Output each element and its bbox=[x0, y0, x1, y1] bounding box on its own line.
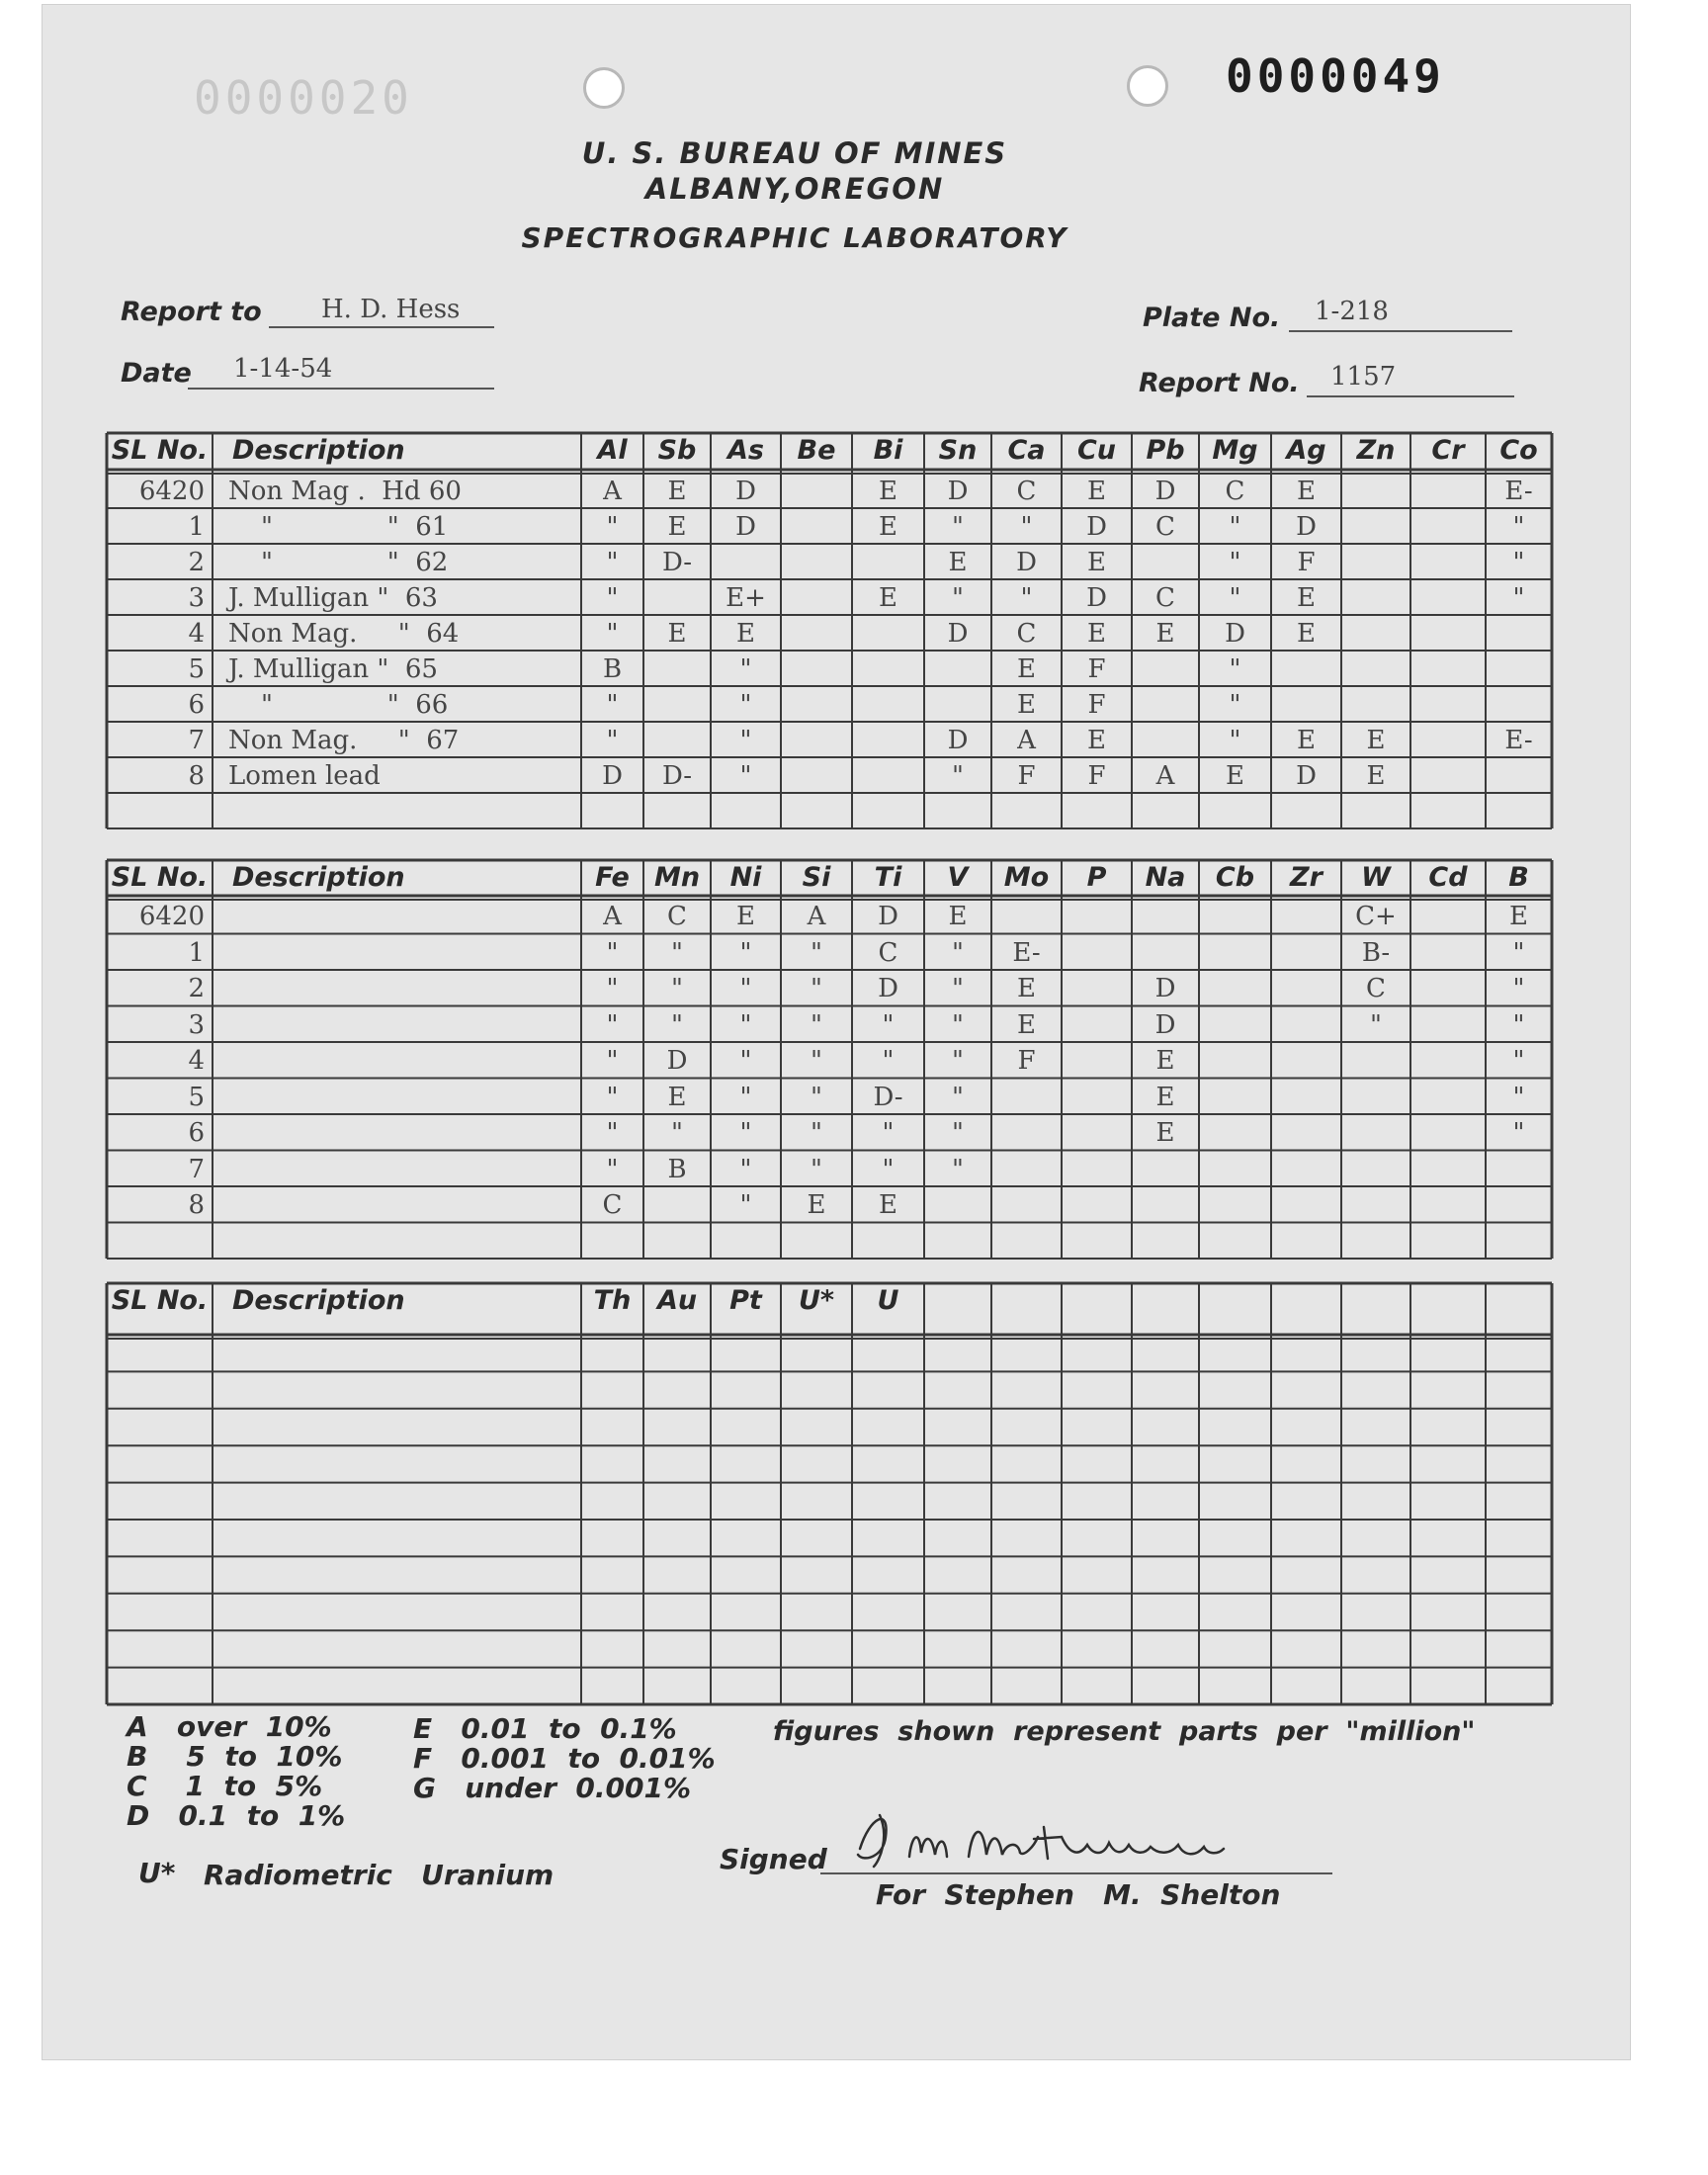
t1-row-8-cu: F bbox=[1087, 761, 1106, 791]
t1-row-5-mg: " bbox=[1229, 654, 1241, 684]
t1-row-2-sb: D- bbox=[661, 548, 693, 577]
t1-row-6-description: " " 66 bbox=[228, 690, 449, 720]
t1-row-8-mg: E bbox=[1226, 761, 1244, 791]
t1-row-3-cu: D bbox=[1086, 583, 1107, 613]
description-header: Description bbox=[232, 1285, 405, 1316]
t2-row-3-si: " bbox=[811, 1009, 822, 1040]
t1-col-co: Co bbox=[1499, 435, 1538, 466]
t2-col-fe: Fe bbox=[595, 862, 630, 893]
t1-row-0-cu: E bbox=[1087, 477, 1106, 506]
t1-col-al: Al bbox=[597, 435, 628, 466]
t1-row-5-ca: E bbox=[1017, 654, 1036, 684]
t2-row-3-na: D bbox=[1154, 1009, 1176, 1040]
t2-row-2-na: D bbox=[1154, 974, 1176, 1003]
t2-row-1-ti: C bbox=[878, 937, 898, 968]
t1-row-3-ag: E bbox=[1297, 583, 1316, 613]
t1-row-7-co: E- bbox=[1504, 726, 1533, 755]
t2-row-0-mn: C bbox=[667, 902, 687, 931]
t1-row-0-mg: C bbox=[1225, 477, 1245, 506]
t2-row-7-v: " bbox=[952, 1154, 964, 1184]
u-note-text: Radiometric Uranium bbox=[204, 1859, 555, 1891]
t2-row-1-ni: " bbox=[739, 937, 752, 968]
t1-col-as: As bbox=[727, 435, 764, 466]
header-agency: U. S. BUREAU OF MINES bbox=[581, 136, 1008, 170]
t2-row-0-ti: D bbox=[878, 902, 898, 931]
t1-row-4-sb: E bbox=[667, 619, 687, 649]
t2-row-5-b: " bbox=[1512, 1082, 1525, 1112]
t2-row-4-mn: D bbox=[666, 1046, 688, 1076]
t2-row-1-si: " bbox=[811, 937, 822, 968]
t2-row-2-w: C bbox=[1366, 974, 1386, 1003]
t2-row-6-ni: " bbox=[739, 1118, 752, 1148]
t1-row-2-co: " bbox=[1512, 548, 1525, 577]
header-location: ALBANY,OREGON bbox=[644, 172, 945, 206]
t2-row-5-na: E bbox=[1155, 1082, 1175, 1112]
t1-row-4-pb: E bbox=[1155, 619, 1175, 649]
t1-row-7-ag: E bbox=[1297, 726, 1316, 755]
t2-row-7-ni: " bbox=[739, 1154, 752, 1184]
t2-row-4-mo: F bbox=[1017, 1046, 1036, 1076]
t1-row-3-al: " bbox=[606, 583, 619, 613]
t1-row-0-al: A bbox=[603, 477, 622, 506]
plate-no-label: Plate No. bbox=[1143, 303, 1281, 333]
t1-row-3-bi: E bbox=[879, 583, 897, 613]
t1-row-4-ag: E bbox=[1297, 619, 1316, 649]
t1-col-sb: Sb bbox=[657, 435, 697, 466]
t1-row-8-sl: 8 bbox=[188, 761, 205, 791]
t2-col-b: B bbox=[1508, 862, 1529, 893]
t1-row-0-sn: D bbox=[947, 477, 969, 506]
t2-row-3-mo: E bbox=[1017, 1009, 1036, 1040]
u-note-symbol: U* bbox=[138, 1857, 176, 1889]
t1-col-mg: Mg bbox=[1212, 435, 1258, 466]
t1-row-1-sn: " bbox=[952, 512, 964, 542]
t2-row-4-fe: " bbox=[606, 1046, 619, 1076]
t2-col-p: P bbox=[1086, 862, 1107, 893]
legend-c: C 1 to 5% bbox=[127, 1770, 323, 1802]
t1-row-7-as: " bbox=[739, 726, 752, 755]
t1-row-8-as: " bbox=[739, 761, 752, 791]
t3-col-th: Th bbox=[593, 1285, 632, 1316]
t1-row-4-mg: D bbox=[1225, 619, 1245, 649]
legend-f: F 0.001 to 0.01% bbox=[413, 1742, 716, 1775]
t2-row-0-fe: A bbox=[603, 902, 622, 931]
legend-b: B 5 to 10% bbox=[127, 1740, 343, 1773]
t1-col-ca: Ca bbox=[1007, 435, 1046, 466]
t1-row-3-as: E+ bbox=[726, 583, 766, 613]
t2-row-6-v: " bbox=[952, 1118, 964, 1148]
t1-row-7-ca: A bbox=[1017, 726, 1036, 755]
t1-row-6-al: " bbox=[606, 690, 619, 720]
t1-col-sn: Sn bbox=[938, 435, 978, 466]
t2-row-4-sl: 4 bbox=[188, 1046, 205, 1076]
t2-row-3-v: " bbox=[952, 1009, 964, 1040]
t1-row-4-as: E bbox=[736, 619, 755, 649]
t1-row-3-pb: C bbox=[1155, 583, 1175, 613]
t1-row-2-al: " bbox=[606, 548, 619, 577]
t2-row-5-mn: E bbox=[667, 1082, 687, 1112]
t1-col-cu: Cu bbox=[1076, 435, 1117, 466]
document-number: 0000049 bbox=[1226, 49, 1445, 103]
report-no-label: Report No. bbox=[1139, 368, 1300, 398]
t2-col-ni: Ni bbox=[729, 862, 762, 893]
t1-row-1-sb: E bbox=[667, 512, 687, 542]
t1-row-3-mg: " bbox=[1229, 583, 1241, 613]
t1-row-7-mg: " bbox=[1229, 726, 1241, 755]
t1-row-8-ca: F bbox=[1017, 761, 1036, 791]
t1-row-7-sl: 7 bbox=[188, 726, 205, 755]
t1-row-1-co: " bbox=[1512, 512, 1525, 542]
handwritten-signature bbox=[850, 1797, 1305, 1886]
t2-row-6-si: " bbox=[811, 1118, 822, 1148]
t2-row-4-b: " bbox=[1512, 1046, 1525, 1076]
t1-row-1-bi: E bbox=[879, 512, 897, 542]
t1-row-0-pb: D bbox=[1154, 477, 1176, 506]
t1-row-1-mg: " bbox=[1229, 512, 1241, 542]
t1-row-2-sl: 2 bbox=[188, 548, 205, 577]
t1-row-1-as: D bbox=[735, 512, 756, 542]
t2-col-v: V bbox=[947, 862, 969, 893]
t2-col-cd: Cd bbox=[1428, 862, 1468, 893]
t2-row-1-sl: 1 bbox=[188, 937, 205, 968]
plate-no-value: 1-218 bbox=[1315, 297, 1389, 326]
t1-row-1-sl: 1 bbox=[188, 512, 205, 542]
t1-row-0-ag: E bbox=[1297, 477, 1316, 506]
t1-row-0-co: E- bbox=[1504, 477, 1533, 506]
t2-row-4-ti: " bbox=[882, 1046, 895, 1076]
t2-row-5-ti: D- bbox=[873, 1082, 903, 1112]
t2-row-4-na: E bbox=[1155, 1046, 1175, 1076]
t2-row-1-v: " bbox=[952, 937, 964, 968]
t1-row-6-mg: " bbox=[1229, 690, 1241, 720]
t2-row-7-mn: B bbox=[667, 1154, 687, 1184]
t2-row-8-ti: E bbox=[879, 1190, 897, 1220]
t1-row-2-description: " " 62 bbox=[228, 548, 449, 577]
t2-row-2-si: " bbox=[811, 974, 822, 1003]
report-to-label: Report to bbox=[121, 297, 262, 327]
t2-row-3-ni: " bbox=[739, 1009, 752, 1040]
t2-row-5-si: " bbox=[811, 1082, 822, 1112]
t1-row-5-al: B bbox=[602, 654, 623, 684]
t1-col-be: Be bbox=[797, 435, 836, 466]
date-value: 1-14-54 bbox=[233, 354, 333, 384]
t2-row-4-si: " bbox=[811, 1046, 822, 1076]
t1-row-0-description: Non Mag . Hd 60 bbox=[228, 477, 462, 506]
t1-row-4-cu: E bbox=[1087, 619, 1106, 649]
t1-row-7-al: " bbox=[606, 726, 619, 755]
t1-row-3-co: " bbox=[1512, 583, 1525, 613]
t2-row-7-sl: 7 bbox=[188, 1154, 205, 1184]
t1-row-6-sl: 6 bbox=[188, 690, 205, 720]
t1-row-1-cu: D bbox=[1086, 512, 1107, 542]
t2-row-2-mo: E bbox=[1017, 974, 1036, 1003]
t3-col-u-star: U* bbox=[798, 1285, 835, 1316]
t1-row-3-sn: " bbox=[952, 583, 964, 613]
t1-row-8-zn: E bbox=[1366, 761, 1386, 791]
t1-row-4-description: Non Mag. " 64 bbox=[228, 619, 460, 649]
t2-row-1-fe: " bbox=[606, 937, 619, 968]
description-header: Description bbox=[232, 435, 405, 466]
t2-row-2-fe: " bbox=[606, 974, 619, 1003]
t2-row-5-sl: 5 bbox=[188, 1082, 205, 1112]
t1-row-4-sl: 4 bbox=[188, 619, 205, 649]
t2-col-na: Na bbox=[1145, 862, 1186, 893]
t1-row-8-sb: D- bbox=[661, 761, 693, 791]
t1-row-0-bi: E bbox=[879, 477, 897, 506]
description-header: Description bbox=[232, 862, 405, 893]
sl-no-header: SL No. bbox=[111, 435, 209, 466]
legend-a: A over 10% bbox=[127, 1710, 332, 1743]
signed-label: Signed bbox=[720, 1843, 827, 1875]
t2-col-zr: Zr bbox=[1290, 862, 1323, 893]
t2-row-1-mo: E- bbox=[1012, 937, 1041, 968]
t2-row-5-ni: " bbox=[739, 1082, 752, 1112]
t2-row-2-mn: " bbox=[671, 974, 683, 1003]
t1-col-zn: Zn bbox=[1356, 435, 1396, 466]
t2-row-1-w: B- bbox=[1361, 937, 1391, 968]
header-laboratory: SPECTROGRAPHIC LABORATORY bbox=[521, 221, 1068, 254]
t2-col-cb: Cb bbox=[1215, 862, 1255, 893]
sl-no-header: SL No. bbox=[111, 1285, 209, 1316]
t2-row-2-ni: " bbox=[739, 974, 752, 1003]
t1-row-8-sn: " bbox=[952, 761, 964, 791]
t2-row-6-ti: " bbox=[882, 1118, 895, 1148]
t1-row-7-sn: D bbox=[947, 726, 969, 755]
t3-col-au: Au bbox=[656, 1285, 698, 1316]
t1-row-3-ca: " bbox=[1020, 583, 1033, 613]
document-number-bleed-through: 0000020 bbox=[194, 71, 413, 125]
t1-row-1-description: " " 61 bbox=[228, 512, 449, 542]
t2-row-8-si: E bbox=[807, 1190, 826, 1220]
t2-row-2-ti: D bbox=[878, 974, 898, 1003]
t3-col-u: U bbox=[877, 1285, 899, 1316]
t1-row-7-cu: E bbox=[1087, 726, 1106, 755]
t2-col-si: Si bbox=[802, 862, 831, 893]
t1-row-5-as: " bbox=[739, 654, 752, 684]
t1-row-1-ca: " bbox=[1020, 512, 1033, 542]
t2-col-ti: Ti bbox=[874, 862, 902, 893]
t1-row-3-description: J. Mulligan " 63 bbox=[228, 583, 438, 613]
t2-row-0-ni: E bbox=[736, 902, 755, 931]
date-label: Date bbox=[121, 358, 192, 389]
t1-col-bi: Bi bbox=[873, 435, 903, 466]
t2-row-6-b: " bbox=[1512, 1118, 1525, 1148]
legend-g: G under 0.001% bbox=[413, 1772, 692, 1804]
t1-row-4-al: " bbox=[606, 619, 619, 649]
legend-e: E 0.01 to 0.1% bbox=[413, 1712, 677, 1745]
t1-row-0-sl: 6420 bbox=[138, 477, 205, 506]
t2-row-7-fe: " bbox=[606, 1154, 619, 1184]
report-no-value: 1157 bbox=[1330, 362, 1397, 392]
t1-col-pb: Pb bbox=[1146, 435, 1185, 466]
t1-row-5-description: J. Mulligan " 65 bbox=[228, 654, 438, 684]
t2-row-3-w: " bbox=[1370, 1009, 1382, 1040]
t2-row-1-mn: " bbox=[671, 937, 683, 968]
t1-row-2-ag: F bbox=[1297, 548, 1316, 577]
t2-row-3-ti: " bbox=[882, 1009, 895, 1040]
t1-row-8-al: D bbox=[602, 761, 623, 791]
t1-row-3-sl: 3 bbox=[188, 583, 205, 613]
t1-row-1-al: " bbox=[606, 512, 619, 542]
report-to-value: H. D. Hess bbox=[321, 295, 461, 324]
t2-row-6-fe: " bbox=[606, 1118, 619, 1148]
t2-col-mn: Mn bbox=[653, 862, 701, 893]
t1-row-1-ag: D bbox=[1296, 512, 1317, 542]
t1-row-0-ca: C bbox=[1016, 477, 1037, 506]
t3-col-pt: Pt bbox=[729, 1285, 762, 1316]
t2-row-0-si: A bbox=[807, 902, 826, 931]
t2-row-0-b: E bbox=[1509, 902, 1528, 931]
t2-row-0-v: E bbox=[948, 902, 968, 931]
t1-row-2-cu: E bbox=[1087, 548, 1106, 577]
t2-row-6-na: E bbox=[1155, 1118, 1175, 1148]
t2-row-8-sl: 8 bbox=[188, 1190, 205, 1220]
t2-row-4-ni: " bbox=[739, 1046, 752, 1076]
t1-row-1-pb: C bbox=[1155, 512, 1175, 542]
t1-row-0-as: D bbox=[735, 477, 756, 506]
t2-col-w: W bbox=[1361, 862, 1391, 893]
t2-row-0-sl: 6420 bbox=[138, 902, 205, 931]
t2-row-0-w: C+ bbox=[1355, 902, 1397, 931]
t1-row-8-ag: D bbox=[1296, 761, 1317, 791]
t1-row-0-sb: E bbox=[667, 477, 687, 506]
t2-row-3-sl: 3 bbox=[188, 1009, 205, 1040]
t1-row-7-zn: E bbox=[1366, 726, 1386, 755]
t2-col-mo: Mo bbox=[1003, 862, 1050, 893]
t2-row-8-fe: C bbox=[602, 1190, 623, 1220]
t1-row-8-pb: A bbox=[1155, 761, 1175, 791]
t2-row-5-fe: " bbox=[606, 1082, 619, 1112]
t2-row-1-b: " bbox=[1512, 937, 1525, 968]
t1-col-cr: Cr bbox=[1431, 435, 1465, 466]
t2-row-2-sl: 2 bbox=[188, 974, 205, 1003]
t2-row-3-mn: " bbox=[671, 1009, 683, 1040]
t1-row-2-ca: D bbox=[1016, 548, 1037, 577]
t1-row-2-sn: E bbox=[948, 548, 968, 577]
t1-row-5-cu: F bbox=[1087, 654, 1106, 684]
t2-row-5-v: " bbox=[952, 1082, 964, 1112]
t2-row-3-fe: " bbox=[606, 1009, 619, 1040]
t2-row-6-mn: " bbox=[671, 1118, 683, 1148]
t1-row-6-cu: F bbox=[1087, 690, 1106, 720]
t2-row-2-v: " bbox=[952, 974, 964, 1003]
t1-col-ag: Ag bbox=[1286, 435, 1326, 466]
t2-row-3-b: " bbox=[1512, 1009, 1525, 1040]
ppm-note: figures shown represent parts per "million" bbox=[773, 1716, 1476, 1747]
t1-row-8-description: Lomen lead bbox=[228, 761, 381, 791]
t1-row-5-sl: 5 bbox=[188, 654, 205, 684]
t2-row-7-si: " bbox=[811, 1154, 822, 1184]
t1-row-6-as: " bbox=[739, 690, 752, 720]
signed-for-line: For Stephen M. Shelton bbox=[876, 1878, 1281, 1911]
t1-row-4-sn: D bbox=[947, 619, 969, 649]
legend-d: D 0.1 to 1% bbox=[127, 1799, 346, 1832]
t2-row-2-b: " bbox=[1512, 974, 1525, 1003]
t2-row-6-sl: 6 bbox=[188, 1118, 205, 1148]
t2-row-4-v: " bbox=[952, 1046, 964, 1076]
t2-row-7-ti: " bbox=[882, 1154, 895, 1184]
t1-row-4-ca: C bbox=[1016, 619, 1037, 649]
sl-no-header: SL No. bbox=[111, 862, 209, 893]
t1-row-2-mg: " bbox=[1229, 548, 1241, 577]
t1-row-6-ca: E bbox=[1017, 690, 1036, 720]
t2-row-8-ni: " bbox=[739, 1190, 752, 1220]
t1-row-7-description: Non Mag. " 67 bbox=[228, 726, 460, 755]
